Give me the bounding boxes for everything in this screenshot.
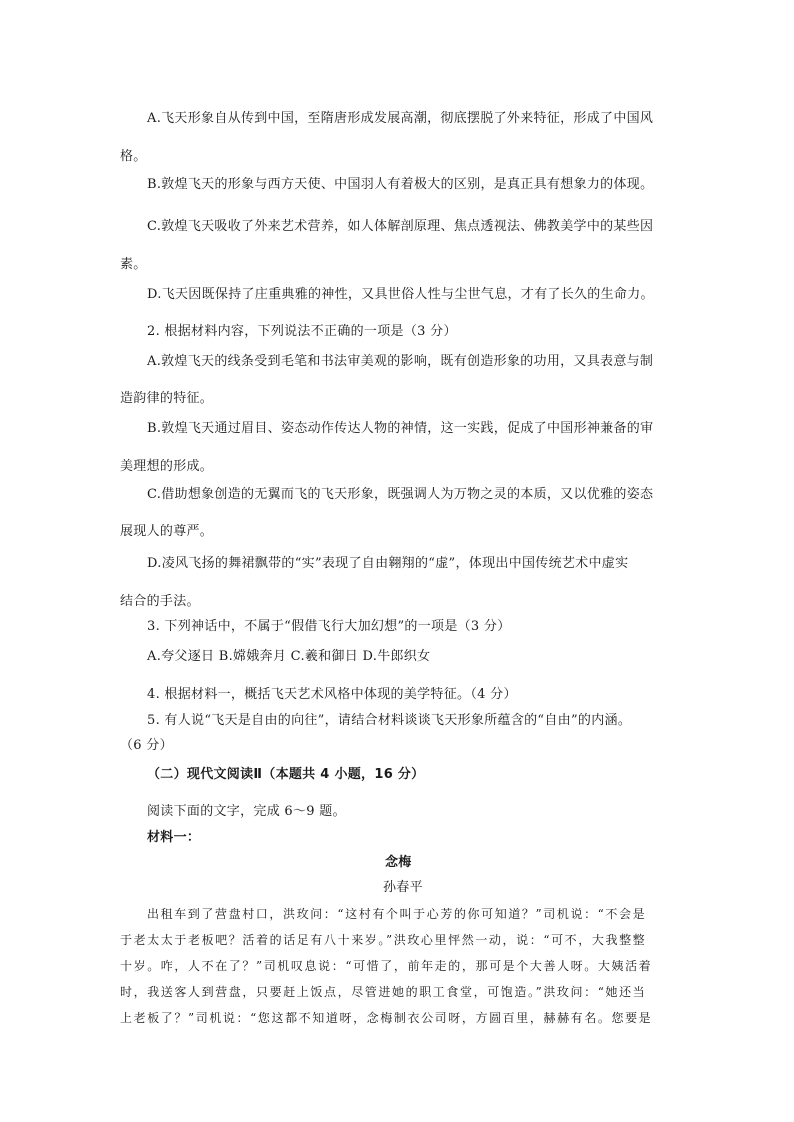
q1-option-a-line2: 格。 <box>120 149 147 164</box>
q1-option-b: B.敦煌飞天的形象与西方天使、中国羽人有着极大的区别，是真正具有想象力的体现。 <box>147 177 654 192</box>
q2-stem: 2. 根据材料内容，下列说法不正确的一项是（3 分） <box>147 324 457 339</box>
q2-option-d-line2: 结合的手法。 <box>120 594 200 609</box>
q2-option-c-line2: 展现人的尊严。 <box>120 524 214 539</box>
q1-option-c-line1: C.敦煌飞天吸收了外来艺术营养，如人体解剖原理、焦点透视法、佛教美学中的某些因 <box>147 219 654 234</box>
story-paragraph-line5: 上老板了？”司机说：“您这都不知道呀，念梅制衣公司呀，方圆百里，赫赫有名。您要是 <box>120 1011 653 1025</box>
q2-option-b-line1: B.敦煌飞天通过眉目、姿态动作传达人物的神情，这一实践，促成了中国形神兼备的审 <box>147 421 654 436</box>
q2-option-b-line2: 美理想的形成。 <box>120 459 214 474</box>
material-label: 材料一： <box>147 830 201 845</box>
q2-option-a-line1: A.敦煌飞天的线条受到毛笔和书法审美观的影响，既有创造形象的功用，又具表意与制 <box>147 354 654 369</box>
q5-stem-line1: 5. 有人说“飞天是自由的向往”，请结合材料谈谈飞天形象所蕴含的“自由”的内涵。 <box>147 713 632 728</box>
story-author: 孙春平 <box>383 880 423 895</box>
q3-options: A.夸父逐日 B.嫦娥奔月 C.羲和御日 D.牛郎织女 <box>147 649 431 664</box>
q2-option-c-line1: C.借助想象创造的无翼而飞的飞天形象，既强调人为万物之灵的本质，又以优雅的姿态 <box>147 487 654 502</box>
q2-option-a-line2: 造韵律的特征。 <box>120 391 214 406</box>
story-paragraph-line4: 时，我送客人到营盘，只要赶上饭点，尽管进她的职工食堂，可饱造。”洪玫问：“她还当 <box>120 985 647 999</box>
q3-stem: 3. 下列神话中，不属于“假借飞行大加幻想”的一项是（3 分） <box>147 619 511 634</box>
story-paragraph-line3: 十岁。咋，人不在了？”司机叹息说：“可惜了，前年走的，那可是个大善人呀。大姨活着 <box>120 959 653 973</box>
q1-option-c-line2: 素。 <box>120 257 147 272</box>
reading-instruction: 阅读下面的文字，完成 6～9 题。 <box>147 804 346 819</box>
story-title: 念梅 <box>385 855 412 870</box>
section-heading: （二）现代文阅读Ⅱ（本题共 4 小题，16 分） <box>147 767 425 782</box>
story-paragraph-line2: 于老太太于老板吧？活着的话足有八十来岁。”洪玫心里怦然一动，说：“可不，大我整整 <box>120 933 647 947</box>
q2-option-d-line1: D.凌风飞扬的舞裙飘带的“实”表现了自由翱翔的“虚”，体现出中国传统艺术中虚实 <box>147 556 629 571</box>
q1-option-d: D.飞天因既保持了庄重典雅的神性，又具世俗人性与尘世气息，才有了长久的生命力。 <box>147 287 654 302</box>
q5-stem-line2: （6 分） <box>120 738 173 753</box>
story-paragraph-line1: 出租车到了营盘村口，洪玫问：“这村有个叫于心芳的你可知道？”司机说：“不会是 <box>147 907 647 921</box>
q4-stem: 4. 根据材料一，概括飞天艺术风格中体现的美学特征。（4 分） <box>147 687 517 702</box>
q1-option-a-line1: A.飞天形象自从传到中国，至隋唐形成发展高潮，彻底摆脱了外来特征，形成了中国风 <box>147 111 654 126</box>
